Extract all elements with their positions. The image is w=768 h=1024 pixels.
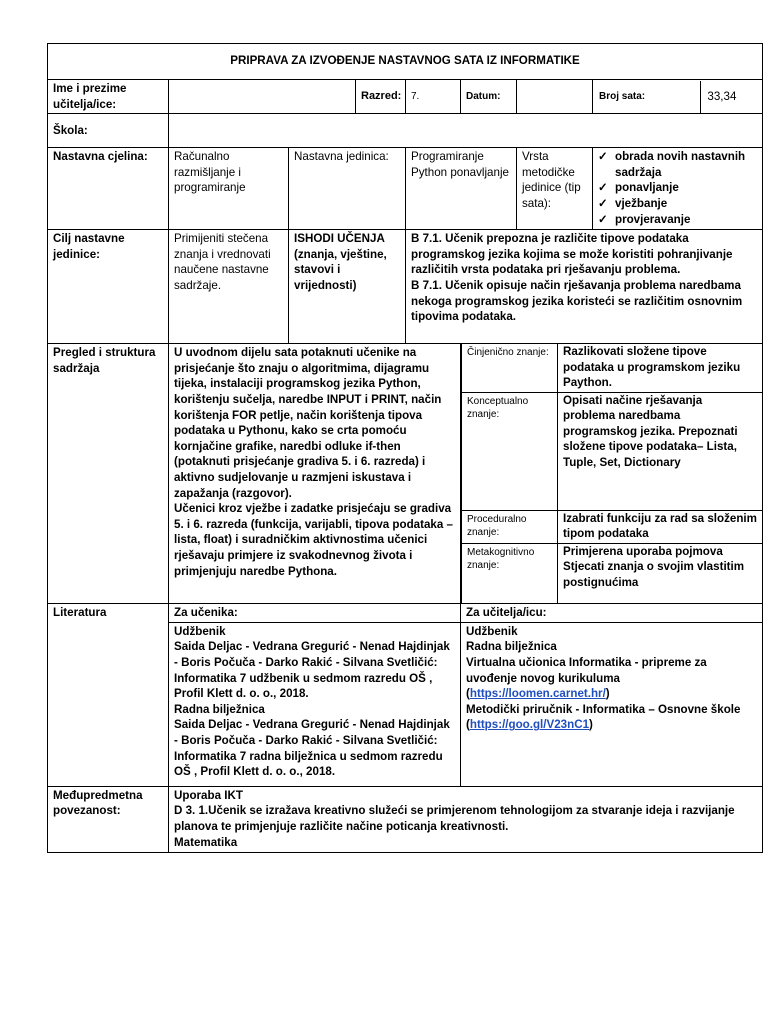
outcomes-text [406, 230, 763, 344]
literature-item: Udžbenik [466, 624, 518, 638]
lesson-plan-table [47, 43, 763, 853]
literature-item: Radna bilježnica [466, 640, 557, 654]
literature-label: Literatura [48, 604, 169, 787]
knowledge-text: Razlikovati složene tipove podataka u programskom jeziku Paython. [558, 344, 763, 392]
literature-item: Virtualna učionica Informatika - pripreme za uvođenje novog kurikuluma [466, 655, 707, 685]
topic-label: Nastavna jedinica: [289, 148, 406, 230]
lesson-type-label: Vrsta metodičke jedinice (tip sata): [517, 148, 593, 230]
literature-item: Udžbenik [174, 624, 226, 638]
lesson-type-item: ✓ provjeravanje [598, 212, 691, 226]
overview-paragraph: Učenici kroz vježbe i zadatke prisjećaju se gradiva 5. i 6. razreda (funkcija, varijabli, tipova podataka – lista, float) i suradničkim aktivnostima učenici rješavaju primjere iz svakodnevnog života i primjenjuju naredbe Pythona. [174, 502, 453, 578]
teacher-label: Ime i prezime učitelja/ice: [48, 80, 169, 114]
literature-item: Radna bilježnica [174, 702, 265, 716]
literature-item: Metodički priručnik - Informatika – Osnovne škole [466, 702, 741, 716]
outcome-item: B 7.1. Učenik opisuje način rješavanja problema naredbama nekoga programskog jezika koristeći se različitim osnovnim tipovima podataka. [411, 278, 743, 324]
goal-label: Cilj nastavne jedinice: [48, 230, 169, 344]
loomen-link[interactable]: https://loomen.carnet.hr/ [469, 687, 606, 701]
check-icon: ✓ [598, 150, 608, 164]
knowledge-type: Činjenično znanje: [462, 344, 558, 392]
unit-value: Računalno razmišljanje i programiranje [169, 148, 289, 230]
page-title: PRIPRAVA ZA IZVOĐENJE NASTAVNOG SATA IZ INFORMATIKE [48, 44, 763, 80]
knowledge-text: Izabrati funkciju za rad sa složenim tipom podataka [558, 510, 763, 543]
lesson-type-list [598, 149, 757, 227]
school-label: Škola: [48, 114, 169, 148]
literature-student-label: Za učenika: [169, 604, 461, 623]
grade-label: Razred: [356, 80, 406, 114]
check-icon: ✓ [598, 181, 608, 195]
overview-label: Pregled i struktura sadržaja [48, 344, 169, 604]
outcomes-label: ISHODI UČENJA (znanja, vještine, stavovi i vrijednosti) [289, 230, 406, 344]
knowledge-text: Primjerena uporaba pojmova Stjecati znanja o svojim vlastitim postignućima [563, 544, 745, 589]
date-value [517, 80, 593, 114]
check-icon: ✓ [598, 196, 608, 210]
outcome-item: B 7.1. Učenik prepozna je različite tipove podataka programskog jezika kojima se može koristiti pohranjivanje različitih vrsta podataka pri rješavanju problema. [411, 232, 733, 277]
literature-item: Saida Deljac - Vedrana Gregurić - Nenad Hajdinjak - Boris Počuča - Darko Rakić - Silvana Svetličić: Informatika 7 udžbenik u sedmom razredu OŠ , Profil Klett d. o. o., 2018. [174, 640, 450, 701]
overview-text [169, 344, 461, 604]
lesson-number-label: Broj sata: [593, 81, 701, 113]
cross-curricular-text [169, 786, 763, 852]
school-value [169, 114, 763, 148]
lesson-type-item: ✓ ponavljanje [598, 181, 679, 195]
lesson-type-item: ✓ obrada novih nastavnih sadržaja [598, 150, 746, 179]
cross-curricular-item: Uporaba IKT [174, 788, 243, 802]
cross-curricular-item: D 3. 1.Učenik se izražava kreativno služeći se primjerenom tehnologijom za stvaranje ideja i razvijanje planova te primjenjuje različite načine poticanja kreativnosti. [174, 804, 735, 833]
lesson-number-value: 33,34 [707, 89, 737, 103]
knowledge-type: Konceptualno znanje: [462, 392, 558, 510]
knowledge-table [461, 344, 762, 603]
goal-value: Primijeniti stečena znanja i vrednovati naučene nastavne sadržaje. [169, 230, 289, 344]
cross-curricular-item: Matematika [174, 835, 238, 849]
knowledge-text: Opisati načine rješavanja problema naredbama programskog jezika. Prepoznati složene tipove podataka– Lista, Tuple, Set, Dictionary [558, 392, 763, 510]
topic-value: Programiranje Python ponavljanje [406, 148, 517, 230]
knowledge-type: Metakognitivno znanje: [462, 543, 558, 603]
manual-link[interactable]: https://goo.gl/V23nC1 [469, 718, 590, 732]
literature-teacher-label: Za učitelja/icu: [461, 604, 763, 623]
overview-paragraph: U uvodnom dijelu sata potaknuti učenike na prisjećanje što znaju o algoritmima, dijagramu tijeka, instalaciji programskog jezika Python, korištenju sučelja, naredbe INPUT i PRINT, način korištenja FOR petlje, način korištenja tipova podataka u Pythonu, kako se crta pomoću kornjačine grafike, naredbi odluke if-then (potaknuti prisjećanje gradiva 5. i 6. razreda) i aktivno sudjelovanje u razmjeni iskustava i zapažanja (razgovor). [174, 346, 442, 500]
literature-student-list [169, 622, 461, 786]
literature-item: Saida Deljac - Vedrana Gregurić - Nenad Hajdinjak - Boris Počuča - Darko Rakić - Silvana Svetličić: Informatika 7 radna bilježnica u sedmom razredu OŠ , Profil Klett d. o. o., 2018. [174, 718, 450, 779]
check-icon: ✓ [598, 212, 608, 226]
date-label: Datum: [461, 80, 517, 114]
knowledge-type: Proceduralno znanje: [462, 510, 558, 543]
unit-label: Nastavna cjelina: [48, 148, 169, 230]
teacher-value [169, 80, 356, 114]
grade-value: 7. [406, 80, 461, 114]
lesson-type-item: ✓ vježbanje [598, 196, 668, 210]
literature-teacher-list: Udžbenik Radna bilježnica Virtualna učionica Informatika - pripreme za uvođenje novog kurikuluma (https://loomen.carnet.hr/) Metodički priručnik - Informatika – Osnovne škole (https://goo.gl/V23nC1) [461, 622, 763, 786]
cross-curricular-label: Međupredmetna povezanost: [48, 786, 169, 852]
